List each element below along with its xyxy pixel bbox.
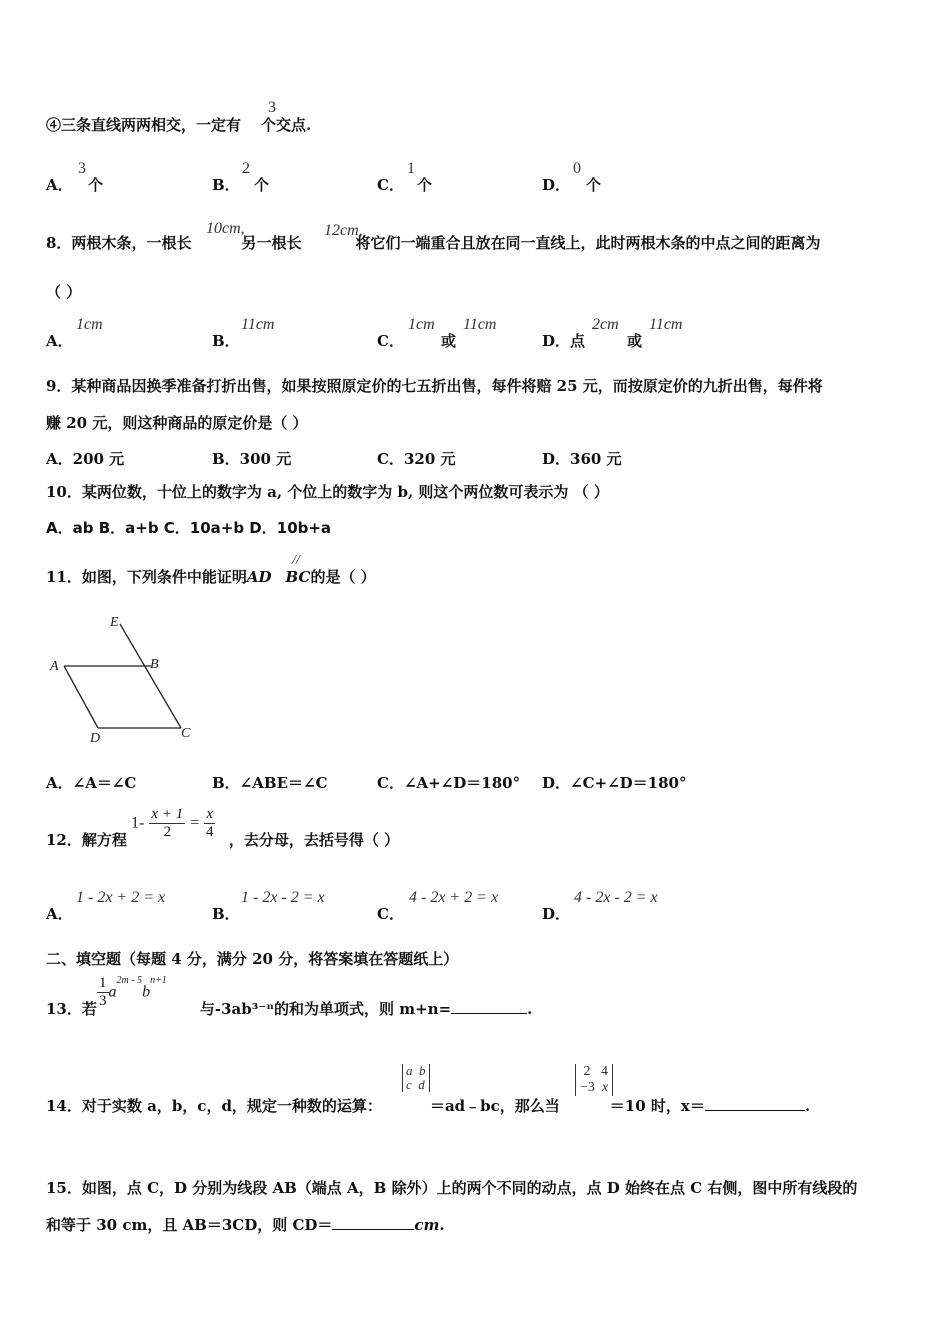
q15-answer-blank[interactable] [332,1215,414,1230]
q12-stem: 12．解方程 ，去分母，去括号得（ ） [46,831,400,849]
q11-parallel-symbol: // [292,553,300,568]
q7-statement-4: ④三条直线两两相交，一定有 个交点. [46,116,312,134]
q10-stem: 10．某两位数，十位上的数字为 a, 个位上的数字为 b, 则这个两位数可表示为 （ ） [46,483,609,501]
q9-option-c: C．320 元 [377,450,456,468]
q12-fraction-2: $\frac{x}{4}$ [206,806,214,840]
q13-answer-blank[interactable] [451,999,527,1014]
q9-option-d: D．360 元 [542,450,622,468]
q11-option-d: D．∠C+∠D＝180° [542,774,687,792]
q12-fraction-1: $\frac{x + 1}{2}$ [151,806,184,840]
q12-option-d-label: D． [542,905,571,923]
q14-stem: 14．对于实数 a，b，c，d，规定一种数的运算： ＝ad﹣bc，那么当 ＝10 时，x＝ . [46,1097,811,1115]
q7-option-d-unit: 个 [586,176,602,194]
q8-option-d-label: D．点 [542,332,586,350]
q9-option-b: B．300 元 [212,450,292,468]
q8-option-d-value-2: 11cm [649,316,683,333]
q13-coefficient: $\frac{1}{3}$ [99,975,107,1009]
q8-option-a-label: A． [46,332,73,350]
q8-length-2: 12cm, [324,222,363,239]
q8-option-b-label: B． [212,332,240,350]
q12-option-b-label: B． [212,905,240,923]
q13-monomial: $\frac{1}{3}$ $a^{2m - 5}b^{n+1}$ [99,975,167,1009]
q7-option-b-label: B． [212,176,240,194]
q7-option-d-label: D． [542,176,571,194]
q7-option-c-value: 1 [407,160,415,177]
q14-determinant-values: 2 4 −3 x [575,1064,613,1096]
q10-options: A．ab B．a+b C．10a+b D．10b+a [46,519,332,537]
q12-equation [131,806,215,841]
q12-option-c-expr: 4 - 2x + 2 = x [409,889,499,906]
segment-ad [64,666,98,728]
q12-option-b-expr: 1 - 2x - 2 = x [241,889,325,906]
label-d: D [90,731,101,746]
label-b: B [150,657,159,672]
q8-option-c-value-2: 11cm [463,316,497,333]
q9-option-a: A．200 元 [46,450,125,468]
label-a: A [50,659,59,674]
q8-option-d-value-1: 2cm [592,316,619,333]
q8-option-d-or: 或 [627,332,643,350]
q7-option-d-value: 0 [573,160,581,177]
q8-stem: 8．两根木条，一根长 另一根长 将它们一端重合且放在同一直线上，此时两根木条的中点之间的距离为 [46,234,821,252]
q7-option-c-label: C． [377,176,404,194]
q12-option-d-expr: 4 - 2x - 2 = x [574,889,658,906]
q13-stem: 13．若 与-3ab³⁻ⁿ的和为单项式，则 m+n= . [46,1000,533,1018]
q8-option-c-or: 或 [441,332,457,350]
q8-length-1: 10cm, [206,220,245,237]
q11-ad: AD [246,568,272,586]
q7-option-b-unit: 个 [254,176,270,194]
q11-option-a: A．∠A＝∠C [46,774,137,792]
q15-line-1: 15．如图，点 C，D 分别为线段 AB（端点 A，B 除外）上的两个不同的动点，点 D 始终在点 C 右侧，图中所有线段的 [46,1179,858,1197]
label-e: E [110,615,119,630]
q11-option-b: B．∠ABE＝∠C [212,774,328,792]
q9-line-1: 9．某种商品因换季准备打折出售，如果按照原定价的七五折出售，每件将赔 25 元，而按原定价的九折出售，每件将 [46,377,823,395]
q8-option-c-value-1: 1cm [408,316,435,333]
q12-eq-sign: = [190,814,200,832]
q7-option-a-unit: 个 [88,176,104,194]
q15-line-2: 和等于 30 cm，且 AB＝3CD，则 CD＝ cm. [46,1216,445,1234]
q8-option-c-label: C． [377,332,404,350]
q11-option-c: C．∠A+∠D＝180° [377,774,521,792]
section-2-title: 二、填空题（每题 4 分，满分 20 分，将答案填在答题纸上） [46,950,459,968]
q7-option-c-unit: 个 [417,176,433,194]
q8-option-b-value: 11cm [241,316,275,333]
q7-option-a-label: A． [46,176,73,194]
q14-determinant-definition: a b c d [402,1064,430,1092]
q8-paren: （ ） [46,283,82,301]
q9-line-2: 赚 20 元，则这种商品的原定价是（ ） [46,414,308,432]
q11-bc: BC [285,568,311,586]
q12-option-a-expr: 1 - 2x + 2 = x [76,889,166,906]
q14-answer-blank[interactable] [705,1096,805,1111]
line-ebc [120,624,181,728]
q8-option-a-value: 1cm [76,316,103,333]
q12-option-c-label: C． [377,905,404,923]
q12-option-a-label: A． [46,905,73,923]
q11-figure [40,608,210,748]
q11-stem: 11．如图，下列条件中能证明AD BC的是（ ） [46,568,376,586]
q7-statement-4-number: 3 [268,99,276,116]
q7-option-b-value: 2 [242,160,250,177]
q12-eq-lhs: 1- [131,814,145,832]
label-c: C [181,726,191,741]
q7-option-a-value: 3 [78,160,86,177]
